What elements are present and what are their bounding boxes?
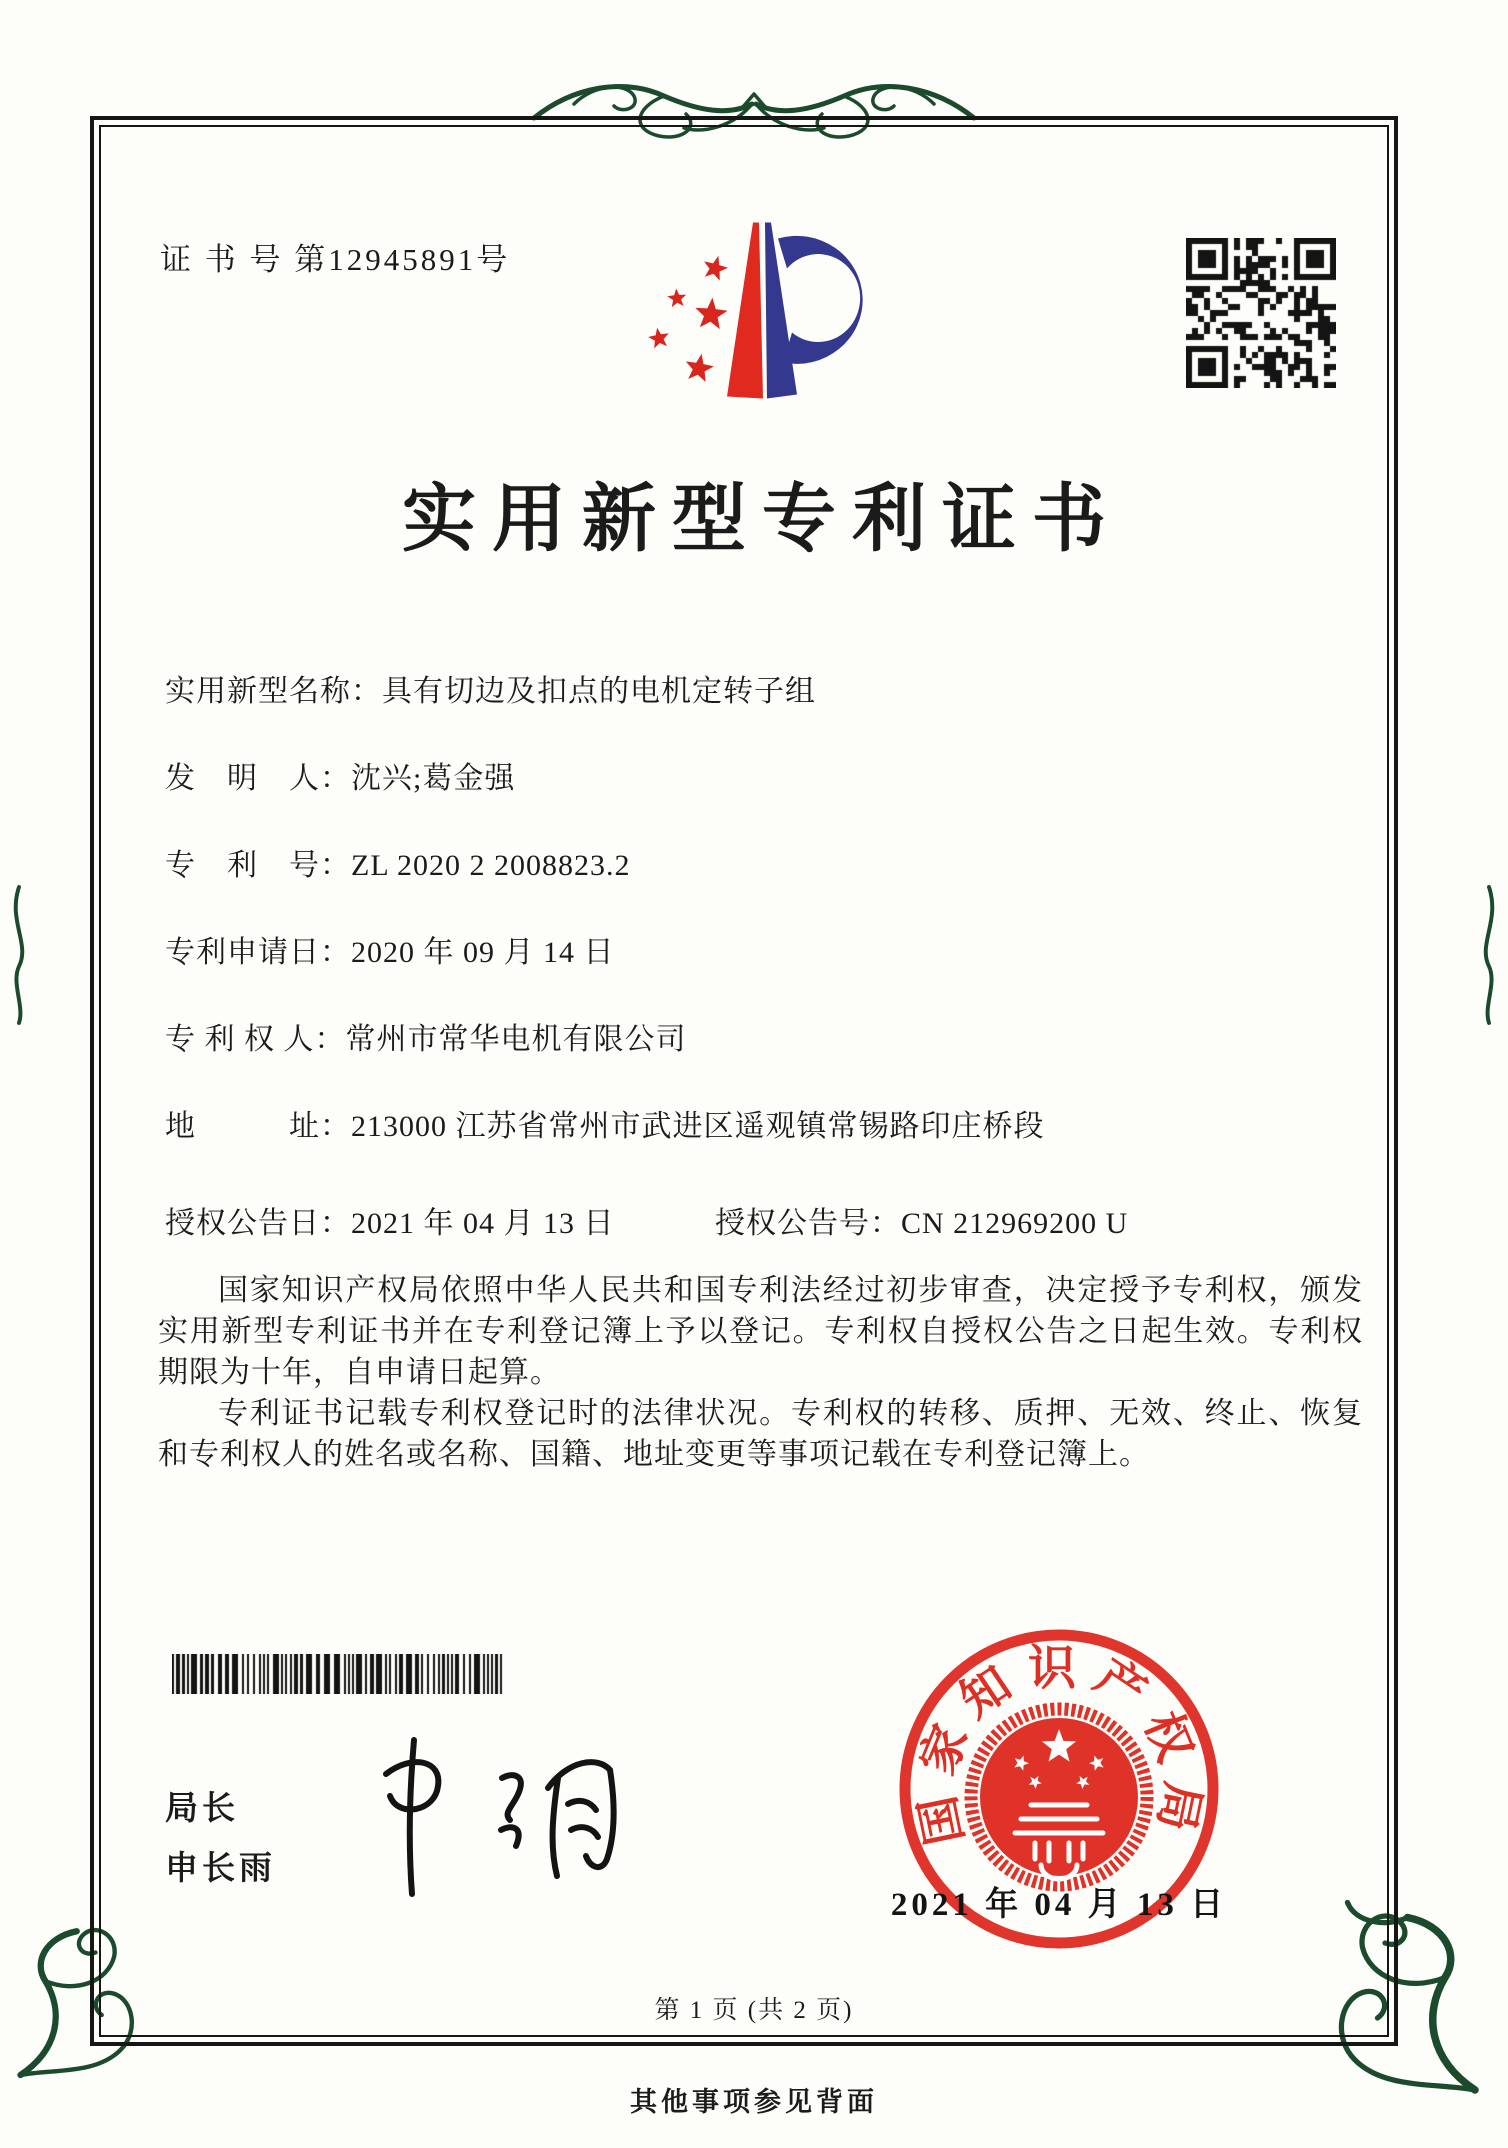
field-value: ZL 2020 2 2008823.2 xyxy=(351,849,631,882)
field-patent-number xyxy=(165,840,631,884)
field-inventor xyxy=(165,753,515,797)
field-label: 专 利 号： xyxy=(165,849,351,882)
director-signature xyxy=(352,1726,662,1911)
page-number: 第 1 页 (共 2 页) xyxy=(654,1997,854,2024)
grant-date-label: 授权公告日： xyxy=(165,1207,351,1240)
grant-row xyxy=(165,1198,1129,1242)
field-label: 专 利 权 人： xyxy=(165,1023,346,1056)
field-value: 常州市常华电机有限公司 xyxy=(345,1023,687,1056)
signer-name: 申长雨 xyxy=(165,1849,276,1886)
field-value: 沈兴;葛金强 xyxy=(351,762,516,795)
certificate-number: 证 书 号 第12945891号 xyxy=(160,242,511,277)
cnipa-logo-icon xyxy=(615,208,865,413)
field-patentee xyxy=(165,1014,687,1058)
field-utility-model-name xyxy=(165,666,816,710)
grant-number-cell xyxy=(715,1198,1128,1242)
national-emblem-icon xyxy=(971,1709,1147,1885)
barcode xyxy=(172,1654,508,1694)
signer-block xyxy=(165,1778,276,1898)
back-note: 其他事项参见背面 xyxy=(630,2087,878,2117)
qr-code xyxy=(1186,238,1336,388)
field-label: 实用新型名称： xyxy=(165,675,382,708)
seal-org-text: 国家知识产权局 xyxy=(908,1642,1210,1850)
grant-number-value: CN 212969200 U xyxy=(901,1207,1129,1240)
field-application-date xyxy=(165,927,615,971)
legal-paragraph-2: 专利证书记载专利权登记时的法律状况。专利权的转移、质押、无效、终止、恢复和专利权人的姓名或名称、国籍、地址变更等事项记载在专利登记簿上。 xyxy=(158,1397,1363,1471)
certificate-title: 实用新型专利证书 xyxy=(402,479,1122,561)
legal-text-block xyxy=(158,1270,1363,1475)
field-value: 213000 江苏省常州市武进区遥观镇常锡路印庄桥段 xyxy=(351,1110,1045,1143)
field-label: 发 明 人： xyxy=(165,762,351,795)
right-edge-ornament xyxy=(1472,880,1506,1030)
field-label: 专利申请日： xyxy=(165,936,351,969)
field-label: 地 址： xyxy=(165,1110,351,1143)
grant-number-label: 授权公告号： xyxy=(715,1207,901,1240)
legal-paragraph-1: 国家知识产权局依照中华人民共和国专利法经过初步审查，决定授予专利权，颁发实用新型专利证书并在专利登记簿上予以登记。专利权自授权公告之日起生效。专利权期限为十年，自申请日起算。 xyxy=(158,1274,1363,1389)
left-edge-ornament xyxy=(2,880,36,1030)
signer-title: 局长 xyxy=(165,1789,239,1826)
field-value: 具有切边及扣点的电机定转子组 xyxy=(382,675,816,708)
grant-date-value: 2021 年 04 月 13 日 xyxy=(351,1207,615,1240)
field-address xyxy=(165,1101,1045,1145)
seal-date: 2021 年 04 月 13 日 xyxy=(890,1887,1228,1923)
field-value: 2020 年 09 月 14 日 xyxy=(351,936,615,969)
